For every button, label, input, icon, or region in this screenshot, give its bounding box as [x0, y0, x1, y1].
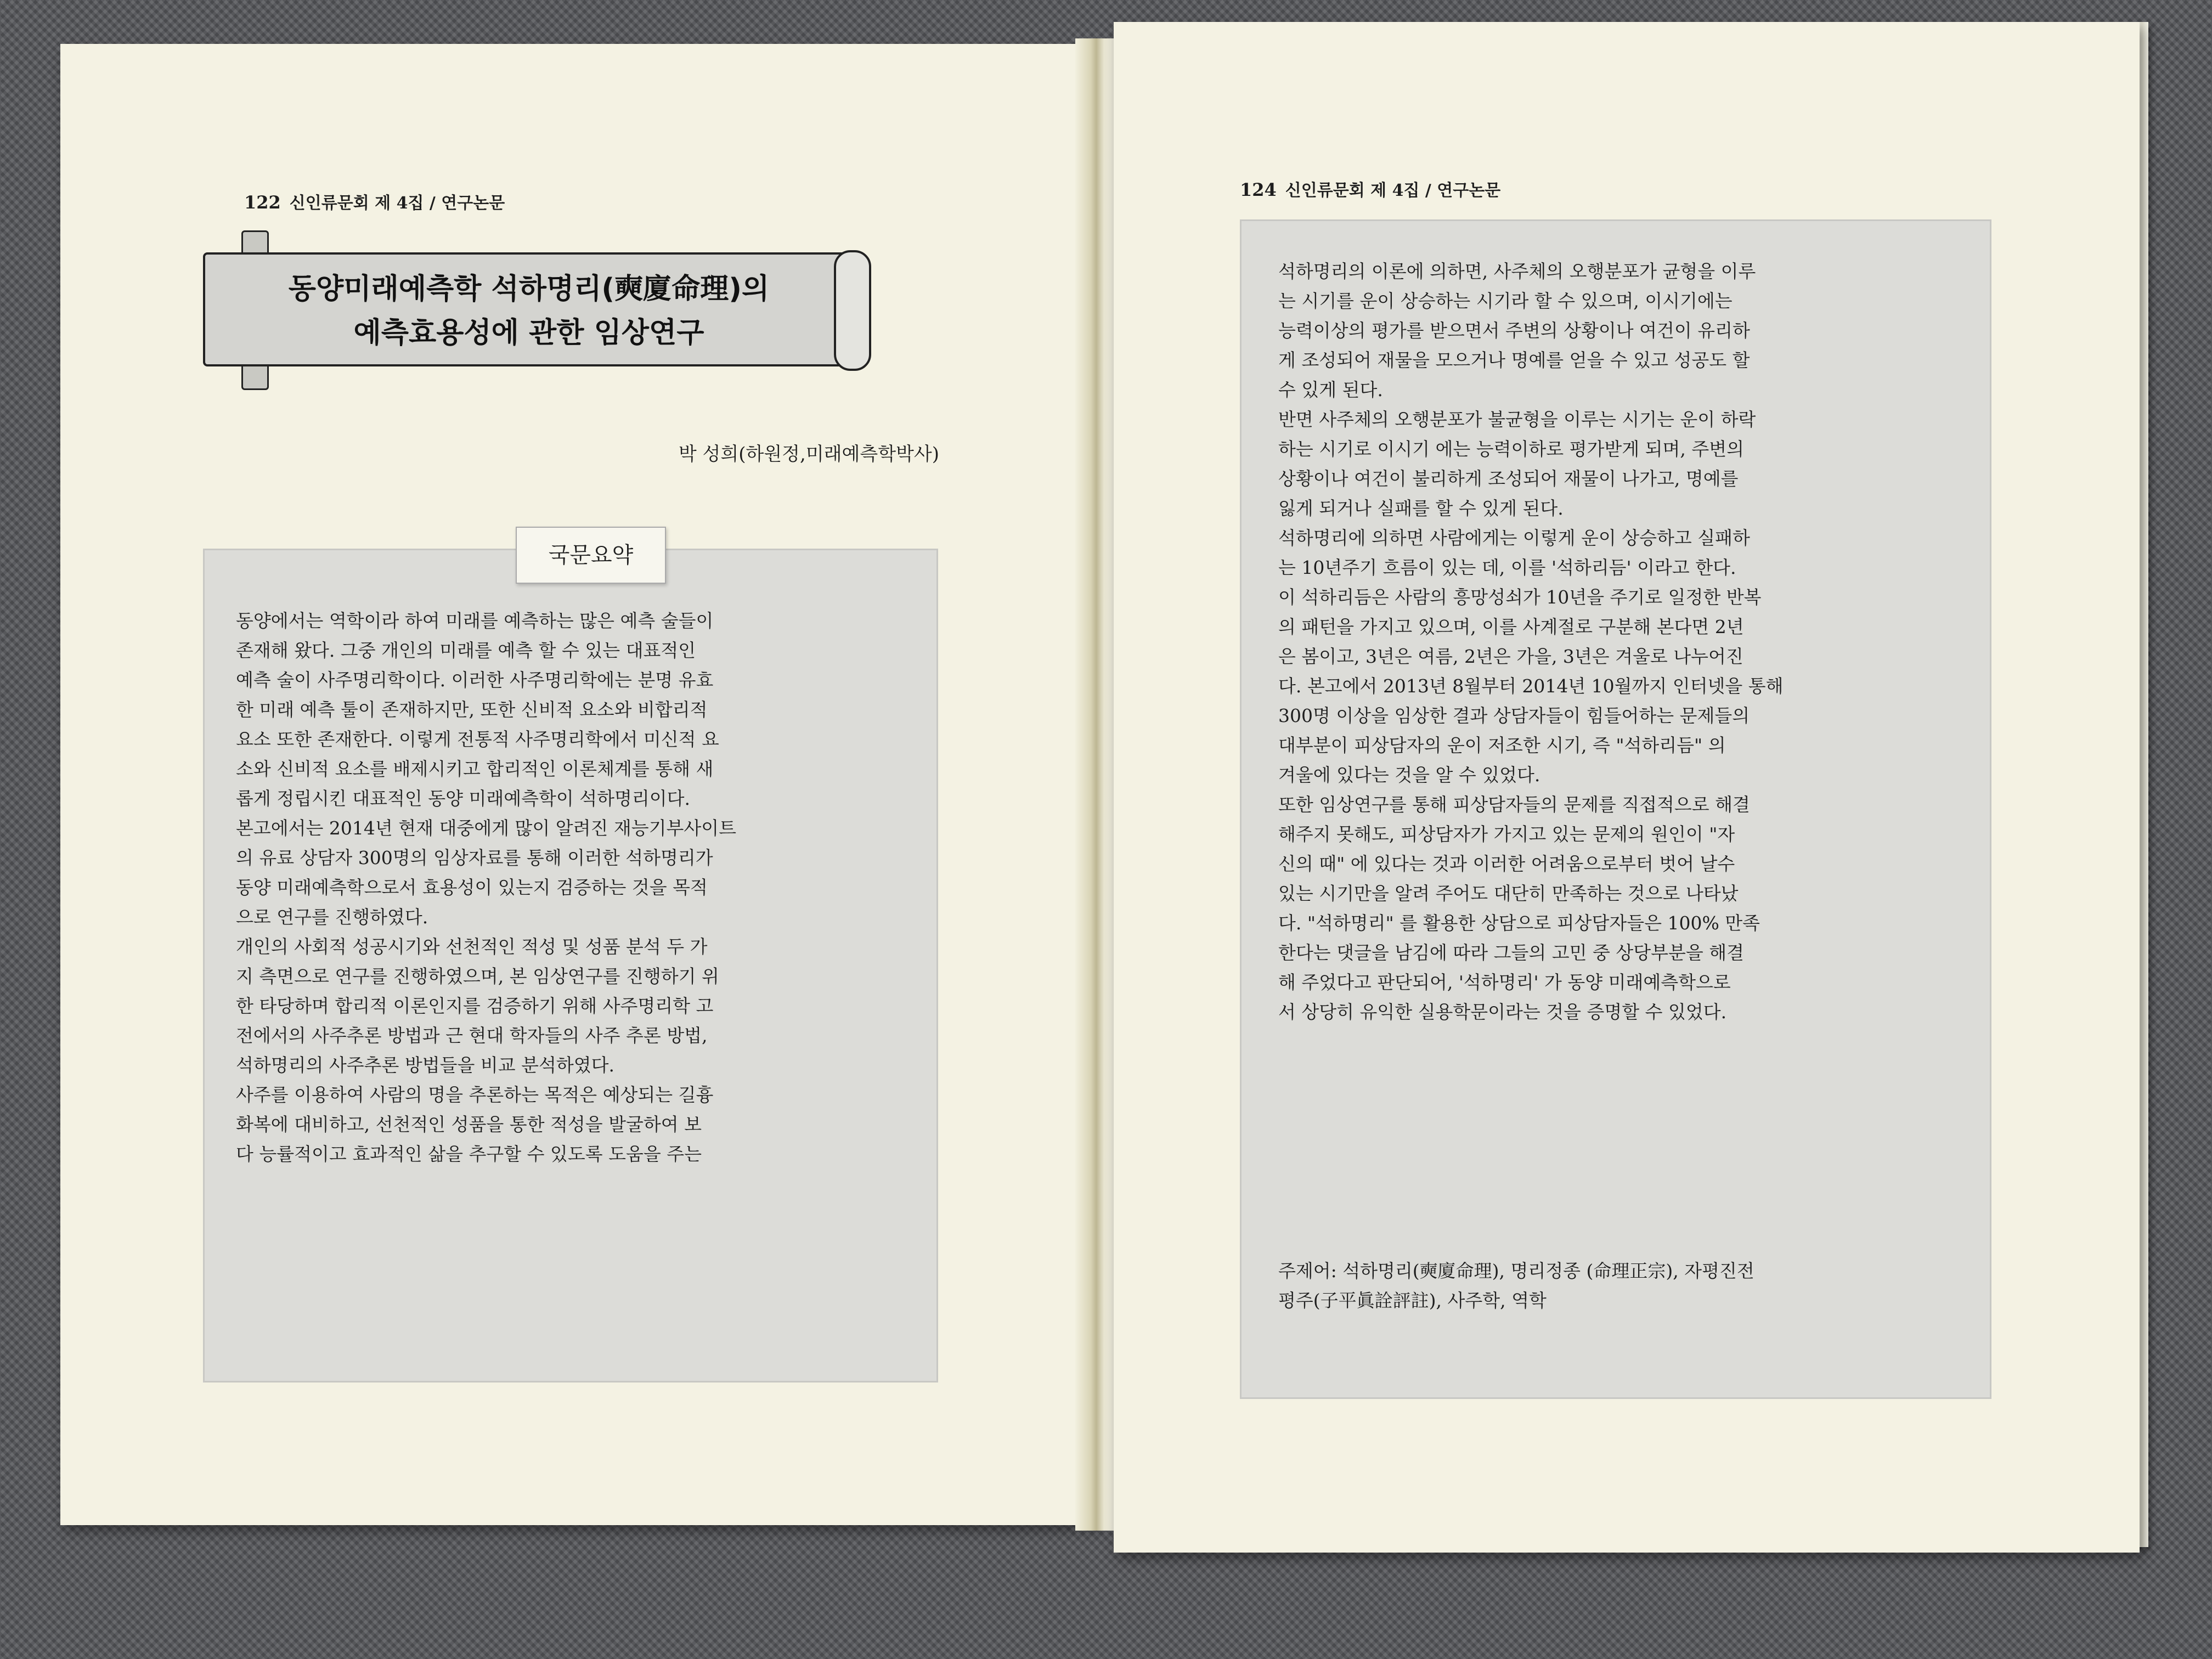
keyword-line: 주제어: 석하명리(奭廈命理), 명리정종 (命理正宗), 자평진전: [1278, 1260, 1754, 1282]
body-line: 반면 사주체의 오행분포가 불균형을 이루는 시기는 운이 하락: [1278, 409, 1756, 430]
abstract-line: 예측 술이 사주명리학이다. 이러한 사주명리학에는 분명 유효: [236, 669, 714, 691]
body-line: 이 석하리듬은 사람의 흥망성쇠가 10년을 주기로 일정한 반복: [1278, 586, 1762, 608]
abstract-line: 요소 또한 존재한다. 이렇게 전통적 사주명리학에서 미신적 요: [236, 729, 719, 750]
author-line: 박 성희(하원정,미래예측학박사): [678, 443, 939, 465]
body-line: 대부분이 피상담자의 운이 저조한 시기, 즉 "석하리듬" 의: [1278, 735, 1726, 756]
title-line-1: 동양미래예측학 석하명리(奭廈命理)의: [288, 273, 770, 306]
body-line: 능력이상의 평가를 받으면서 주변의 상황이나 여건이 유리하: [1278, 320, 1750, 341]
body-line: 은 봄이고, 3년은 여름, 2년은 가을, 3년은 겨울로 나누어진: [1278, 646, 1743, 667]
body-line: 다. 본고에서 2013년 8월부터 2014년 10월까지 인터넷을 통해: [1278, 675, 1784, 697]
right-page-number: 124: [1240, 179, 1277, 200]
abstract-line: 의 유료 상담자 300명의 임상자료를 통해 이러한 석하명리가: [236, 847, 713, 868]
abstract-line: 다 능률적이고 효과적인 삶을 추구할 수 있도록 도움을 주는: [236, 1143, 702, 1165]
abstract-line: 석하명리의 사주추론 방법들을 비교 분석하였다.: [236, 1054, 615, 1076]
title-scroll-banner: [181, 214, 856, 406]
body-line: 는 시기를 운이 상승하는 시기라 할 수 있으며, 이시기에는: [1278, 290, 1733, 312]
body-line: 해주지 못해도, 피상담자가 가지고 있는 문제의 원인이 "자: [1278, 823, 1735, 845]
body-line: 신의 때" 에 있다는 것과 이러한 어려움으로부터 벗어 날수: [1278, 853, 1735, 874]
right-page-header: [1240, 177, 1500, 201]
abstract-line: 본고에서는 2014년 현재 대중에게 많이 알려진 재능기부사이트: [236, 817, 736, 839]
body-line: 잃게 되거나 실패를 할 수 있게 된다.: [1278, 498, 1564, 519]
body-line: 게 조성되어 재물을 모으거나 명예를 얻을 수 있고 성공도 할: [1278, 349, 1750, 371]
abstract-line: 존재해 왔다. 그중 개인의 미래를 예측 할 수 있는 대표적인: [236, 640, 696, 661]
abstract-line: 으로 연구를 진행하였다.: [236, 906, 428, 928]
abstract-line: 지 측면으로 연구를 진행하였으며, 본 임상연구를 진행하기 위: [236, 966, 719, 987]
body-line: 석하명리의 이론에 의하면, 사주체의 오행분포가 균형을 이루: [1278, 261, 1756, 282]
body-line: 는 10년주기 흐름이 있는 데, 이를 '석하리듬' 이라고 한다.: [1278, 557, 1736, 578]
abstract-line: 동양 미래예측학으로서 효용성이 있는지 검증하는 것을 목적: [236, 877, 708, 898]
body-line: 다. "석하명리" 를 활용한 상담으로 피상담자들은 100% 만족: [1278, 912, 1760, 934]
body-line: 하는 시기로 이시기 에는 능력이하로 평가받게 되며, 주변의: [1278, 438, 1744, 460]
body-line: 한다는 댓글을 남김에 따라 그들의 고민 중 상당부분을 해결: [1278, 942, 1744, 963]
abstract-heading: 국문요약: [516, 527, 666, 584]
abstract-line: 롭게 정립시킨 대표적인 동양 미래예측학이 석하명리이다.: [236, 788, 691, 809]
left-page-header: [244, 189, 505, 213]
right-body-text: [1278, 257, 1991, 1027]
right-running-title: 신인류문회 제 4집 / 연구논문: [1285, 181, 1501, 200]
keywords: [1278, 1256, 1991, 1316]
abstract-line: 개인의 사회적 성공시기와 선천적인 적성 및 성품 분석 두 가: [236, 936, 708, 957]
body-line: 300명 이상을 임상한 결과 상담자들이 힘들어하는 문제들의: [1278, 705, 1750, 726]
body-line: 상황이나 여건이 불리하게 조성되어 재물이 나가고, 명예를: [1278, 468, 1739, 489]
abstract-line: 화복에 대비하고, 선천적인 성품을 통한 적성을 발굴하여 보: [236, 1114, 702, 1135]
body-line: 석하명리에 의하면 사람에게는 이렇게 운이 상승하고 실패하: [1278, 527, 1750, 549]
body-line: 서 상당히 유익한 실용학문이라는 것을 증명할 수 있었다.: [1278, 1001, 1727, 1023]
abstract-line: 사주를 이용하여 사람의 명을 추론하는 목적은 예상되는 길흉: [236, 1084, 714, 1105]
scroll-body: [203, 252, 855, 366]
left-page-number: 122: [244, 192, 281, 213]
abstract-line: 한 타당하며 합리적 이론인지를 검증하기 위해 사주명리학 고: [236, 995, 714, 1017]
body-line: 수 있게 된다.: [1278, 379, 1383, 400]
abstract-line: 동양에서는 역학이라 하여 미래를 예측하는 많은 예측 술들이: [236, 610, 714, 631]
body-line: 해 주었다고 판단되어, '석하명리' 가 동양 미래예측학으로: [1278, 972, 1731, 993]
body-line: 있는 시기만을 알려 주어도 대단히 만족하는 것으로 나타났: [1278, 883, 1739, 904]
title-line-2: 예측효용성에 관한 임상연구: [353, 317, 704, 349]
abstract-line: 한 미래 예측 툴이 존재하지만, 또한 신비적 요소와 비합리적: [236, 699, 708, 720]
book-spine: [1075, 38, 1114, 1531]
left-running-title: 신인류문회 제 4집 / 연구논문: [289, 194, 505, 213]
body-line: 겨울에 있다는 것을 알 수 있었다.: [1278, 764, 1541, 786]
body-line: 의 패턴을 가지고 있으며, 이를 사계절로 구분해 본다면 2년: [1278, 616, 1744, 637]
body-line: 또한 임상연구를 통해 피상담자들의 문제를 직접적으로 해결: [1278, 794, 1750, 815]
keyword-line: 평주(子平眞詮評註), 사주학, 역학: [1278, 1290, 1547, 1311]
abstract-text: [236, 606, 922, 1169]
abstract-line: 전에서의 사주추론 방법과 근 현대 학자들의 사주 추론 방법,: [236, 1025, 708, 1046]
abstract-line: 소와 신비적 요소를 배제시키고 합리적인 이론체계를 통해 새: [236, 758, 714, 780]
